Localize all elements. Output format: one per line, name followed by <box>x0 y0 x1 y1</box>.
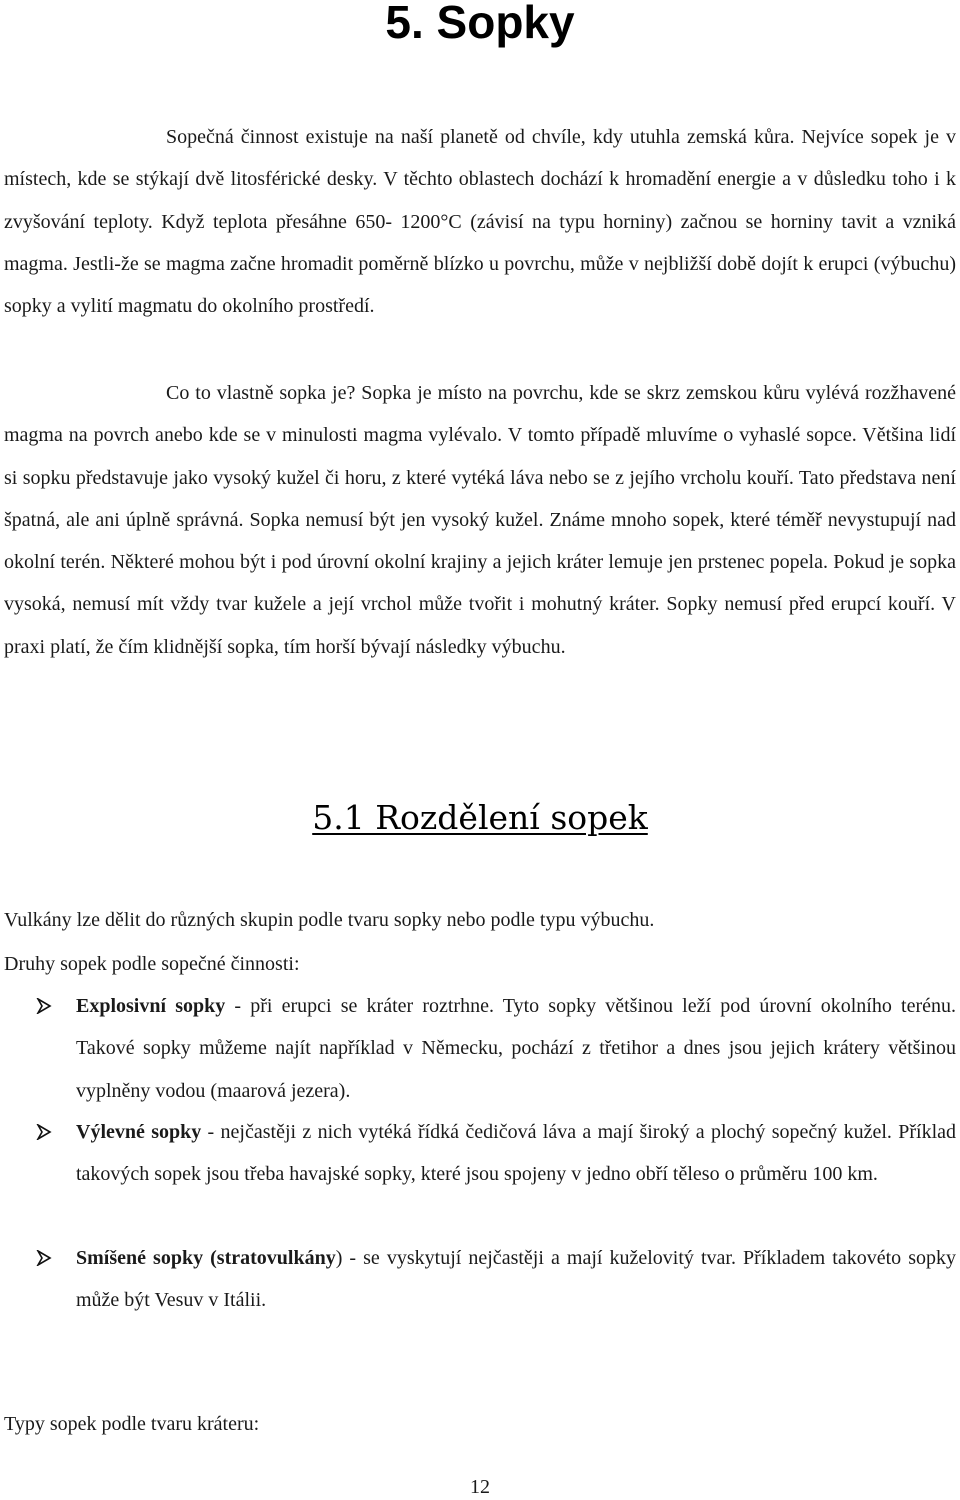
types-by-crater-label: Typy sopek podle tvaru kráteru: <box>4 1413 260 1435</box>
arrow-bullet-icon <box>36 1237 66 1279</box>
list-item-term: Smíšené sopky (stratovulkány <box>76 1247 336 1269</box>
list-item-text <box>76 1237 956 1322</box>
list-item-description: - nejčastěji z nich vytéká řídká čedičová láva a mají široký a plochý sopečný kužel. Příklad takových sopek jsou třeba havajské sopky, které jsou spojeny v jedno obří těleso o průměru 100 km. <box>76 1121 957 1186</box>
page-number: 12 <box>470 1476 490 1498</box>
chapter-title: 5. Sopky <box>385 0 575 48</box>
list-item-description: - při erupci se kráter roztrhne. Tyto sopky většinou leží pod úrovní okolního terénu. Takové sopky můžeme najít například v Německu, pochází z třetihor a dnes jsou jejich krátery většinou vyplněny vodou (maarová jezera). <box>76 995 956 1102</box>
types-by-activity-label: Druhy sopek podle sopečné činnosti: <box>4 953 300 975</box>
paragraph-what-is-volcano: Co to vlastně sopka je? Sopka je místo na povrchu, kde se skrz zemskou kůru vylévá rozžhavené magma na povrch anebo kde se v minulosti magma vylévalo. V tomto případě mluvíme o vyhaslé sopce. Většina lidí si sopku představuje jako vysoký kužel či horu, z které vytéká láva nebo se z jejího vrcholu kouří. Tato představa není špatná, ale ani úplně správná. Sopka nemusí být jen vysoký kužel. Známe mnoho sopek, které téměř nevystupují nad okolní terén. Některé mohou být i pod úrovní okolní krajiny a jejich kráter lemuje jen prstenec popela. Pokud je sopka vysoká, nemusí mít vždy tvar kužele a její vrchol může tvořit i mohutný kráter. Sopky nemusí před erupcí kouří. V praxi platí, že čím klidnější sopka, tím horší bývají následky výbuchu. <box>4 382 956 658</box>
paragraph-intro: Sopečná činnost existuje na naší planetě od chvíle, kdy utuhla zemská kůra. Nejvíce sopek je v místech, kde se stýkají dvě litosférické desky. V těchto oblastech dochází k hromadění energie a v důsledku toho i k zvyšování teploty. Když teplota přesáhne 650- 1200°C (závisí na typu horniny) začnou se horniny tavit a vzniká magma. Jestli-že se magma začne hromadit poměrně blízko u povrchu, může v nejbližší době dojít k erupci (výbuchu) sopky a vylití magmatu do okolního prostředí. <box>4 126 956 318</box>
section-intro: Vulkány lze dělit do různých skupin podle tvaru sopky nebo podle typu výbuchu. <box>4 909 655 931</box>
list-item-term: Výlevné sopky <box>76 1121 202 1143</box>
list-item-term: Explosivní sopky <box>76 995 226 1017</box>
section-title-text: 5.1 Rozdělení sopek <box>312 798 648 837</box>
arrow-bullet-icon <box>36 985 66 1027</box>
list-item-text <box>76 985 956 1112</box>
list-item-text <box>76 1111 956 1196</box>
list-item-description: ) - se vyskytují nejčastěji a mají kuželovitý tvar. Příkladem takovéto sopky může být Vesuv v Itálii. <box>76 1247 956 1312</box>
section-title <box>0 796 960 840</box>
arrow-bullet-icon <box>36 1111 66 1153</box>
